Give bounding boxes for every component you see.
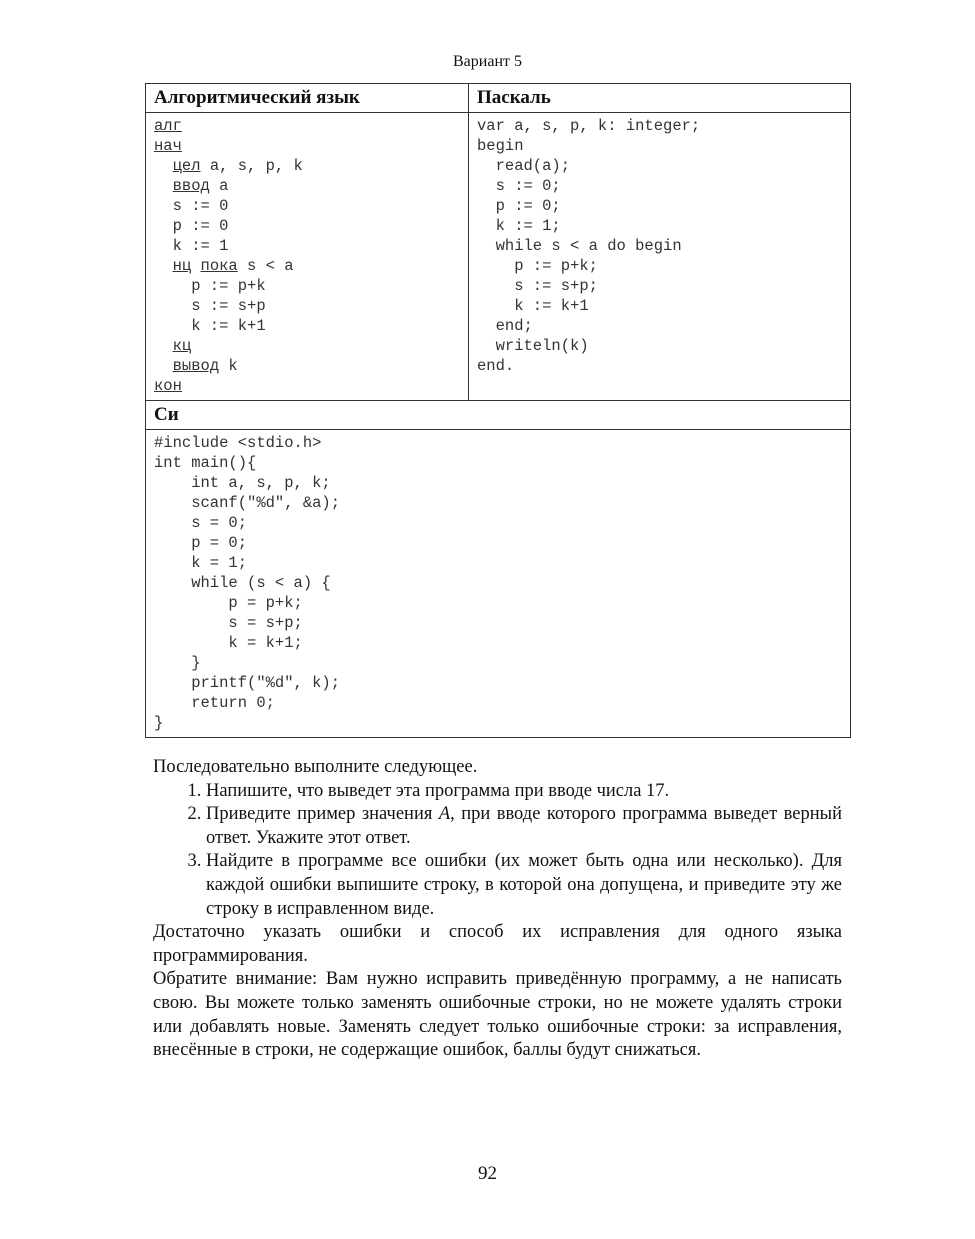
note-attention: Обратите внимание: Вам нужно исправить приведённую программу, а не написать свою. Вы можете только заменять ошибочные строки, но не можете удалять строки или добавлять новые. Заменять следует только ошибочные строки: за исправления, внесённые в строки, не содержащие ошибок, баллы будут снижаться. xyxy=(153,969,842,1061)
algo-text: p := 0 xyxy=(154,217,229,235)
algo-text xyxy=(154,357,173,375)
algo-code-cell xyxy=(146,113,469,401)
variant-header: Вариант 5 xyxy=(453,53,522,70)
algo-keyword: ввод xyxy=(172,177,210,195)
c-code-cell xyxy=(146,430,851,738)
algo-text: k xyxy=(219,357,238,375)
task-list xyxy=(153,780,842,922)
algo-language-header: Алгоритмический язык xyxy=(146,84,469,113)
task-item-3: 3. Найдите в программе все ошибки (их может быть одна или несколько). Для каждой ошибки выпишите строку, в которой она допущена, и приведите эту же строку в исправленном виде. xyxy=(206,850,842,921)
algo-text: s := 0 xyxy=(154,197,229,215)
algo-text: p := p+k xyxy=(154,277,266,295)
algo-keyword: алг xyxy=(154,117,182,135)
task-item-2-start: Приведите пример значения xyxy=(206,804,439,825)
algo-text xyxy=(154,157,173,175)
algo-text: k := 1 xyxy=(154,237,229,255)
algo-text: a, s, p, k xyxy=(200,157,303,175)
pascal-header: Паскаль xyxy=(469,84,851,113)
algo-text xyxy=(154,257,173,275)
algo-text xyxy=(191,257,200,275)
task-item-1: 1. Напишите, что выведет эта программа при вводе числа 17. xyxy=(206,780,842,804)
algo-keyword: кц xyxy=(172,337,192,355)
algo-code xyxy=(146,113,468,400)
algo-keyword: кон xyxy=(154,377,182,395)
variable-a: A xyxy=(438,804,451,825)
task-item-2 xyxy=(206,803,842,850)
page-number: 92 xyxy=(478,1163,497,1184)
code-table xyxy=(145,83,851,738)
task-intro: Последовательно выполните следующее. xyxy=(153,757,478,777)
task-item-2-end: , при вводе которого программа выведет верный ответ. Укажите этот ответ. xyxy=(206,804,842,848)
algo-text: s := s+p xyxy=(154,297,266,315)
c-code: #include <stdio.h> int main(){ int a, s, p, k; scanf("%d", &a); s = 0; p = 0; k = 1; while (s < a) { p = p+k; s = s+p; k = k+1; } printf("%d", k); return 0; } xyxy=(154,434,341,732)
note-one-language: Достаточно указать ошибки и способ их исправления для одного языка программирования. xyxy=(153,922,842,966)
algo-text xyxy=(154,337,173,355)
c-header: Си xyxy=(146,401,851,430)
pascal-code-cell xyxy=(469,113,851,401)
algo-keyword: цел xyxy=(172,157,201,175)
algo-text xyxy=(154,177,173,195)
pascal-code: var a, s, p, k: integer; begin read(a); s := 0; p := 0; k := 1; while s < a do begin p := p+k; s := s+p; k := k+1 end; writeln(k) end. xyxy=(477,117,701,375)
algo-text: a xyxy=(209,177,229,195)
algo-keyword: нц xyxy=(172,257,192,275)
algo-keyword: вывод xyxy=(172,357,220,375)
algo-keyword: нач xyxy=(154,137,182,155)
task-text xyxy=(153,756,842,1063)
algo-text: s < a xyxy=(237,257,294,275)
algo-text: k := k+1 xyxy=(154,317,266,335)
algo-keyword: пока xyxy=(200,257,238,275)
